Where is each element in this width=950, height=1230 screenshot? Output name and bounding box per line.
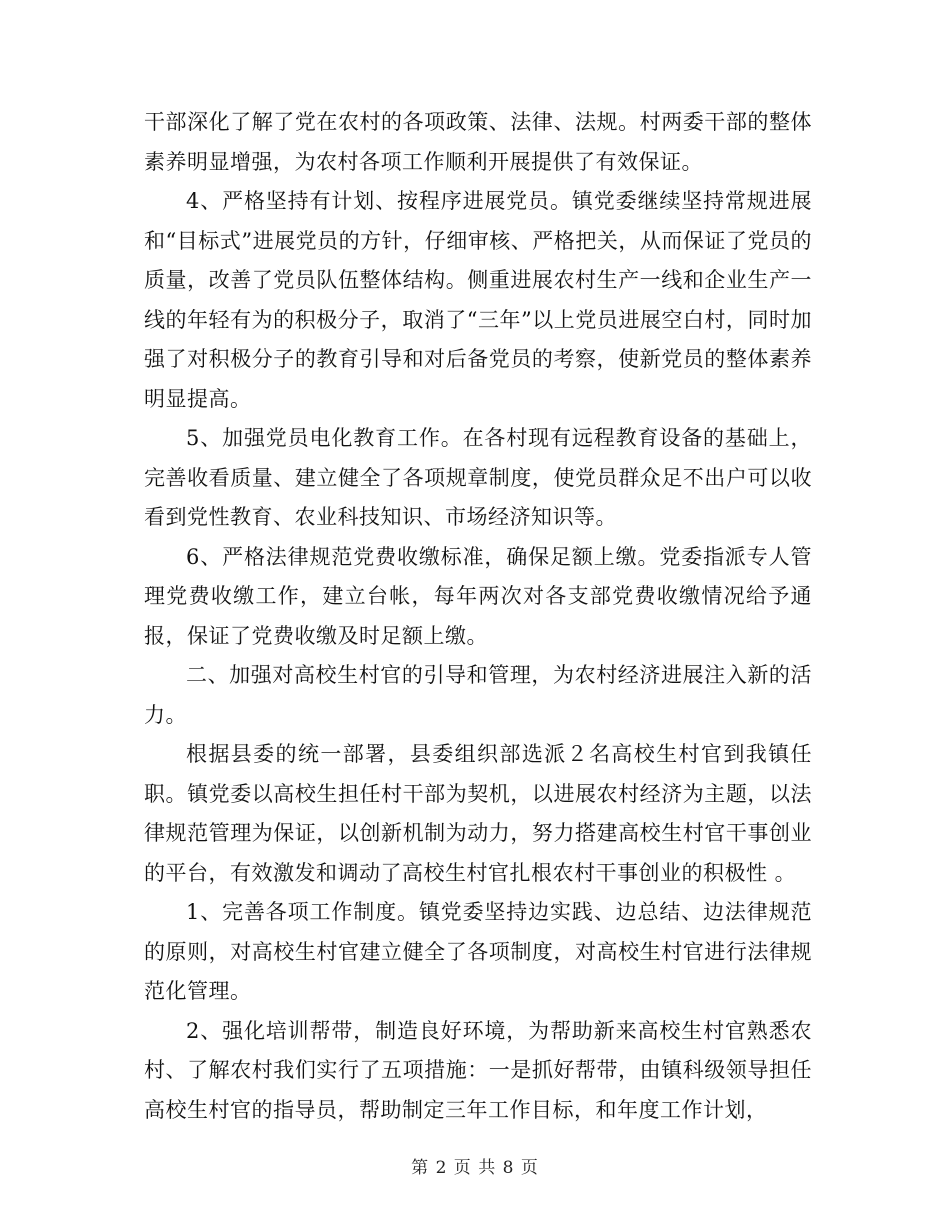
paragraph-item-5: 5、加强党员电化教育工作。在各村现有远程教育设备的基础上，完善收看质量、建立健全了各项规章制度，使党员群众足不出户可以收看到党性教育、农业科技知识、市场经济知识等。 bbox=[144, 426, 812, 529]
page-number-footer: 第 2 页 共 8 页 bbox=[411, 1158, 539, 1178]
paragraph-item-6: 6、严格法律规范党费收缴标准，确保足额上缴。党委指派专人管理党费收缴工作，建立台帐，每年两次对各支部党费收缴情况给予通报，保证了党费收缴及时足额上缴。 bbox=[144, 544, 812, 648]
document-body bbox=[144, 103, 812, 1130]
section-heading-2: 二、加强对高校生村官的引导和管理，为农村经济进展注入新的活力。 bbox=[144, 663, 812, 727]
paragraph-intro: 根据县委的统一部署，县委组织部选派２名高校生村官到我镇任职。镇党委以高校生担任村干部为契机，以进展农村经济为主题，以法律规范管理为保证，以创新机制为动力，努力搭建高校生村官干事创业的平台，有效激发和调动了高校生村官扎根农村干事创业的积极性 。 bbox=[144, 742, 812, 885]
paragraph-item-4: 4、严格坚持有计划、按程序进展党员。镇党委继续坚持常规进展和“目标式”进展党员的方针，仔细审核、严格把关，从而保证了党员的质量，改善了党员队伍整体结构。侧重进展农村生产一线和企业生产一线的年轻有为的积极分子，取消了“三年”以上党员进展空白村，同时加强了对积极分子的教育引导和对后备党员的考察，使新党员的整体素养明显提高。 bbox=[144, 189, 812, 411]
paragraph-sub-item-2: 2、强化培训帮带，制造良好环境，为帮助新来高校生村官熟悉农村、了解农村我们实行了五项措施：一是抓好帮带，由镇科级领导担任高校生村官的指导员，帮助制定三年工作目标，和年度工作计划， bbox=[144, 1018, 812, 1122]
paragraph-continuation: 干部深化了解了党在农村的各项政策、法律、法规。村两委干部的整体素养明显增强，为农村各项工作顺利开展提供了有效保证。 bbox=[144, 110, 812, 174]
paragraph-sub-item-1: 1、完善各项工作制度。镇党委坚持边实践、边总结、边法律规范的原则，对高校生村官建立健全了各项制度，对高校生村官进行法律规范化管理。 bbox=[144, 900, 812, 1003]
